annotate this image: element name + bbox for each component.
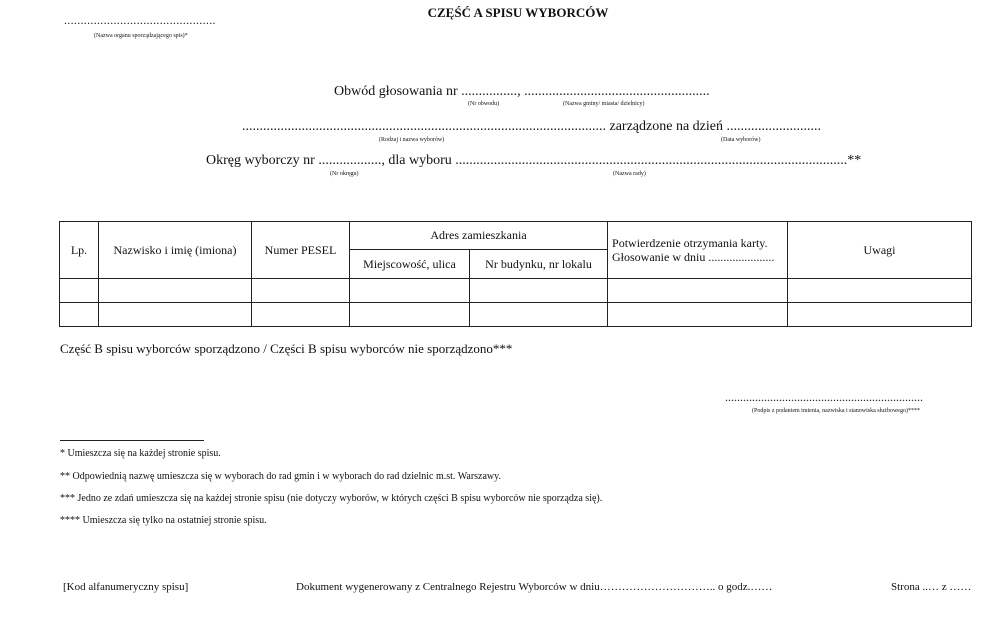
col-header-lp: Lp. (60, 222, 99, 279)
organ-name-caption: (Nazwa organu sporządzającego spis)* (94, 33, 188, 39)
page-number: Strona ..… z …… (891, 581, 972, 593)
municipality-caption: (Nazwa gminy/ miasta/ dzielnicy) (563, 101, 645, 107)
table-cell[interactable] (99, 303, 252, 327)
footnote-divider (60, 440, 204, 441)
footnote-3: *** Jedno ze zdań umieszcza się na każdej stronie spisu (nie dotyczy wyborów, w których części B spisu wyborców nie sporządza się). (60, 493, 603, 504)
signature-caption: (Podpis z podaniem imienia, nazwiska i stanowiska służbowego)**** (752, 408, 920, 414)
election-date-caption: (Data wyborów) (721, 137, 761, 143)
district-number-caption: (Nr obwodu) (468, 101, 500, 107)
constituency-caption: (Nr okręgu) (330, 171, 359, 177)
election-type-line[interactable]: ........................................................................................................ zarządzone na dzień ........................... (242, 119, 821, 134)
table-row (60, 279, 972, 303)
table-cell[interactable] (252, 279, 350, 303)
table-cell[interactable] (350, 303, 470, 327)
election-type-caption: (Rodzaj i nazwa wyborów) (379, 137, 445, 143)
part-b-statement: Część B spisu wyborców sporządzono / Części B spisu wyborców nie sporządzono*** (60, 341, 513, 356)
footnote-4: **** Umieszcza się tylko na ostatniej stronie spisu. (60, 515, 267, 526)
table-cell[interactable] (788, 303, 972, 327)
col-header-confirmation (608, 222, 788, 279)
confirmation-line-2: Głosowanie w dniu ...................... (612, 250, 775, 264)
table-cell[interactable] (788, 279, 972, 303)
signature-field[interactable]: .................................................................. (725, 390, 923, 404)
constituency-line[interactable]: Okręg wyborczy nr .................., dla wyboru ................................................................................................................** (206, 153, 862, 168)
col-header-name: Nazwisko i imię (imiona) (99, 222, 252, 279)
col-header-pesel: Numer PESEL (252, 222, 350, 279)
table-cell[interactable] (350, 279, 470, 303)
col-header-notes: Uwagi (788, 222, 972, 279)
table-cell[interactable] (60, 303, 99, 327)
list-code: [Kod alfanumeryczny spisu] (63, 581, 189, 593)
table-row (60, 303, 972, 327)
voters-table (59, 221, 972, 327)
col-header-city: Miejscowość, ulica (350, 250, 470, 279)
col-header-address: Adres zamieszkania (350, 222, 608, 250)
council-name-caption: (Nazwa rady) (613, 171, 646, 177)
table-cell[interactable] (60, 279, 99, 303)
voting-district-line[interactable]: Obwód głosowania nr ................, ..................................................... (334, 84, 710, 99)
confirmation-line-1: Potwierdzenie otrzymania karty. (612, 236, 768, 250)
generation-info: Dokument wygenerowany z Centralnego Rejestru Wyborców w dniu………………………….. o godz.…… (296, 581, 773, 593)
table-cell[interactable] (608, 303, 788, 327)
footnote-2: ** Odpowiednią nazwę umieszcza się w wyborach do rad gmin i w wyborach do rad dzielnic m.st. Warszawy. (60, 471, 502, 482)
document-title: CZĘŚĆ A SPISU WYBORCÓW (427, 5, 609, 20)
table-cell[interactable] (608, 279, 788, 303)
organ-name-field[interactable]: .............................................. (64, 13, 216, 27)
table-cell[interactable] (252, 303, 350, 327)
col-header-building: Nr budynku, nr lokalu (470, 250, 608, 279)
table-cell[interactable] (99, 279, 252, 303)
table-cell[interactable] (470, 279, 608, 303)
footnote-1: * Umieszcza się na każdej stronie spisu. (60, 448, 221, 459)
table-cell[interactable] (470, 303, 608, 327)
